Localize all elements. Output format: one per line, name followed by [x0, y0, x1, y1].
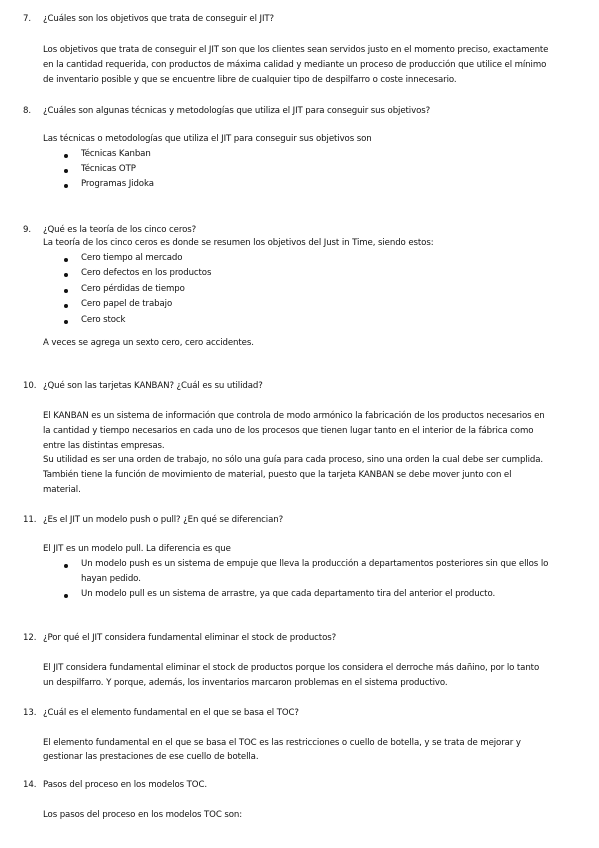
question-number: 12.: [23, 633, 37, 643]
answer-line: un despilfarro. Y porque, además, los inventarios marcaron problemas en el sistema productivo.: [43, 678, 448, 688]
answer-intro: Las técnicas o metodologías que utiliza el JIT para conseguir sus objetivos son: [43, 134, 372, 144]
bullet-item: Programas Jidoka: [81, 179, 154, 189]
answer-line: en la cantidad requerida, con productos de máxima calidad y mediante un proceso de producción que utilice el mínimo: [43, 60, 547, 70]
question-number: 14.: [23, 780, 37, 790]
bullet-icon: [64, 564, 68, 568]
question-title: Pasos del proceso en los modelos TOC.: [43, 780, 207, 790]
bullet-icon: [64, 169, 68, 173]
question-number: 10.: [23, 381, 37, 391]
answer-line: Su utilidad es ser una orden de trabajo, no sólo una guía para cada proceso, sino una orden la cual debe ser cumplida.: [43, 455, 544, 465]
bullet-item: Técnicas OTP: [81, 164, 136, 174]
question-number: 7.: [23, 14, 31, 24]
answer-line: de inventario posible y que se encuentre libre de cualquier tipo de despilfarro o coste innecesario.: [43, 75, 457, 85]
bullet-icon: [64, 320, 68, 324]
answer-line: Los pasos del proceso en los modelos TOC son:: [43, 810, 243, 820]
bullet-item: Un modelo pull es un sistema de arrastre, ya que cada departamento tira del anterior el producto.: [81, 589, 496, 599]
bullet-item-cont: hayan pedido.: [81, 574, 141, 584]
answer-note: A veces se agrega un sexto cero, cero accidentes.: [43, 338, 254, 348]
answer-line: También tiene la función de movimiento de material, puesto que la tarjeta KANBAN se debe mover junto con el: [43, 470, 512, 480]
question-number: 13.: [23, 708, 37, 718]
bullet-icon: [64, 273, 68, 277]
bullet-item: Cero tiempo al mercado: [81, 253, 183, 263]
bullet-icon: [64, 184, 68, 188]
question-title: ¿Cuáles son los objetivos que trata de conseguir el JIT?: [43, 14, 274, 24]
question-title: ¿Qué es la teoría de los cinco ceros?: [43, 225, 197, 235]
bullet-icon: [64, 289, 68, 293]
answer-line: la cantidad y tiempo necesarios en cada uno de los procesos que tienen lugar tanto en el interior de la fábrica como: [43, 426, 534, 436]
question-number: 8.: [23, 106, 31, 116]
answer-line: El elemento fundamental en el que se basa el TOC es las restricciones o cuello de botella, y se trata de mejorar y: [43, 738, 521, 748]
bullet-item: Cero stock: [81, 315, 126, 325]
question-title: ¿Es el JIT un modelo push o pull? ¿En qué se diferencian?: [43, 515, 284, 525]
question-number: 11.: [23, 515, 37, 525]
answer-line: entre las distintas empresas.: [43, 441, 165, 451]
question-title: ¿Por qué el JIT considera fundamental eliminar el stock de productos?: [43, 633, 337, 643]
question-number: 9.: [23, 225, 31, 235]
question-title: ¿Cuál es el elemento fundamental en el que se basa el TOC?: [43, 708, 299, 718]
bullet-item: Cero papel de trabajo: [81, 299, 173, 309]
answer-intro: El JIT es un modelo pull. La diferencia es que: [43, 544, 231, 554]
bullet-item: Cero defectos en los productos: [81, 268, 212, 278]
bullet-icon: [64, 154, 68, 158]
answer-line: gestionar las prestaciones de ese cuello de botella.: [43, 752, 259, 762]
bullet-item: Cero pérdidas de tiempo: [81, 284, 185, 294]
bullet-icon: [64, 594, 68, 598]
question-title: ¿Qué son las tarjetas KANBAN? ¿Cuál es su utilidad?: [43, 381, 263, 391]
answer-line: El JIT considera fundamental eliminar el stock de productos porque los considera el derroche más dañino, por lo tanto: [43, 663, 540, 673]
answer-line: material.: [43, 485, 81, 495]
bullet-item: Un modelo push es un sistema de empuje que lleva la producción a departamentos posteriores sin que ellos lo: [81, 559, 549, 569]
question-title: ¿Cuáles son algunas técnicas y metodologías que utiliza el JIT para conseguir sus objetivos?: [43, 106, 431, 116]
answer-line: Los objetivos que trata de conseguir el JIT son que los clientes sean servidos justo en el momento preciso, exactamente: [43, 45, 549, 55]
answer-intro: La teoría de los cinco ceros es donde se resumen los objetivos del Just in Time, siendo estos:: [43, 238, 434, 248]
bullet-item: Técnicas Kanban: [81, 149, 151, 159]
bullet-icon: [64, 304, 68, 308]
answer-line: El KANBAN es un sistema de información que controla de modo armónico la fabricación de los productos necesarios en: [43, 411, 545, 421]
bullet-icon: [64, 258, 68, 262]
